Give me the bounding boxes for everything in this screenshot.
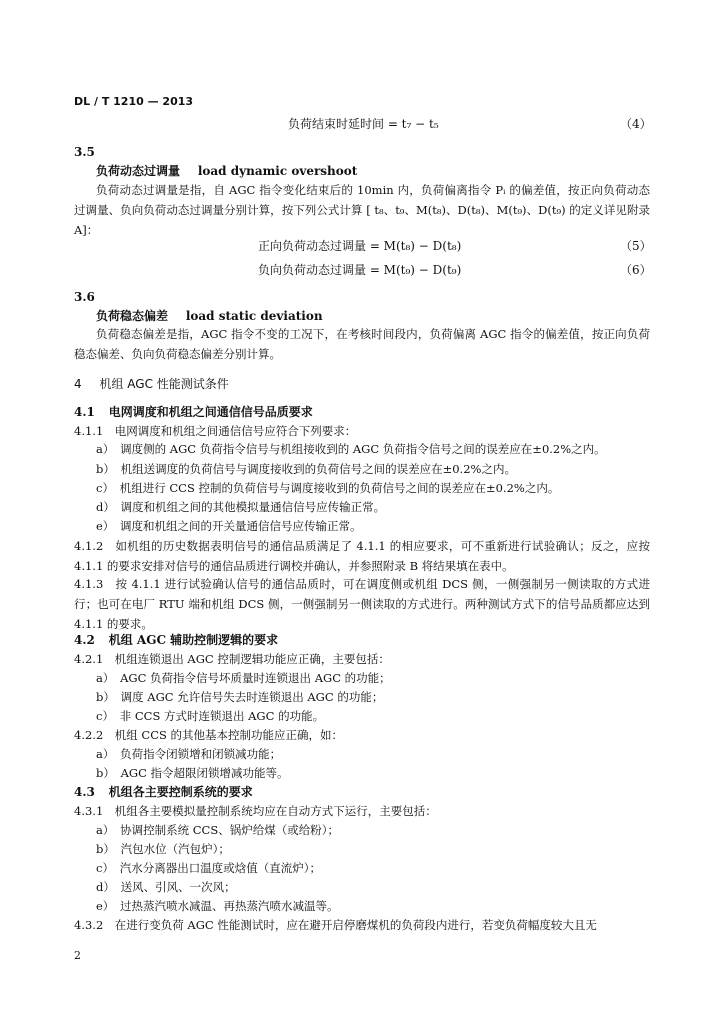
- section-3-5-title: [96, 163, 357, 179]
- list-4-2-1-a: a） AGC 负荷指令信号坏质量时连锁退出 AGC 的功能；: [96, 671, 391, 685]
- equation-6-number: （6）: [620, 263, 652, 277]
- list-4-3-1-d: d） 送风、引风、一次风；: [96, 880, 236, 894]
- page-number: 2: [74, 949, 81, 962]
- chapter-4-title: 机组 AGC 性能测试条件: [99, 377, 229, 391]
- list-4-2-1-b: b） 调度 AGC 允许信号失去时连锁退出 AGC 的功能；: [96, 690, 384, 704]
- equation-5-number: （5）: [620, 239, 652, 253]
- list-4-1-1-b: b） 机组送调度的负荷信号与调度接收到的负荷信号之间的误差应在±0.2%之内。: [96, 462, 516, 476]
- clause-4-2-1: 4.2.1 机组连锁退出 AGC 控制逻辑功能应正确，主要包括：: [74, 652, 390, 666]
- list-4-2-2-b: b） AGC 指令超限闭锁增减功能等。: [96, 766, 289, 780]
- section-3-6-number: 3.6: [74, 290, 95, 304]
- list-4-3-1-e: e） 过热蒸汽喷水减温、再热蒸汽喷水减温等。: [96, 899, 339, 913]
- clause-4-2-2: 4.2.2 机组 CCS 的其他基本控制功能应正确，如：: [74, 728, 344, 742]
- section-4-3-heading: [74, 784, 253, 800]
- clause-4-1-1: 4.1.1 电网调度和机组之间通信信号应符合下列要求：: [74, 424, 357, 438]
- equation-6: 负向负荷动态过调量 = M(t₉) − D(t₉): [258, 263, 462, 277]
- clause-4-1-3: 4.1.3 按 4.1.1 进行试验确认信号的通信品质时，可在调度侧或机组 DCS 侧，一侧强制另一侧读取的方式进行；也可在电厂 RTU 端和机组 DCS 侧，一侧强制另一侧读取的方式进行。两种测试方式下的信号品质都应达到 4.1.1 的要求。: [74, 577, 650, 631]
- section-3-6-body: 负荷稳态偏差是指，AGC 指令不变的工况下，在考核时间段内，负荷偏离 AGC 指令的偏差值，按正向负荷稳态偏差、负向负荷稳态偏差分别计算。: [74, 327, 650, 361]
- section-3-5-title-cn: 负荷动态过调量: [96, 164, 181, 178]
- chapter-4-number: 4: [74, 377, 82, 391]
- list-4-3-1-b: b） 汽包水位（汽包炉）；: [96, 842, 230, 856]
- section-4-1-number: 4.1: [74, 405, 95, 419]
- section-3-6-title-en: load static deviation: [185, 309, 323, 323]
- clause-4-1-2: 4.1.2 如机组的历史数据表明信号的通信品质满足了 4.1.1 的相应要求，可不重新进行试验确认；反之，应按 4.1.1 的要求安排对信号的通信品质进行调校并确认，并参照附录 B 将结果填在表中。: [74, 539, 650, 573]
- chapter-4-heading: [74, 376, 229, 392]
- section-3-5-number: 3.5: [74, 145, 95, 159]
- section-4-2-title: 机组 AGC 辅助控制逻辑的要求: [108, 633, 279, 647]
- section-4-2-heading: [74, 632, 278, 648]
- section-3-5-body: 负荷动态过调量是指，自 AGC 指令变化结束后的 10min 内，负荷偏离指令 Pᵢ 的偏差值，按正向负荷动态过调量、负向负荷动态过调量分别计算，按下列公式计算 [ t₈、t₉、M(t₈)、D(t₈)、M(t₉)、D(t₉) 的定义详见附录 A]：: [74, 183, 650, 237]
- section-3-6-title-cn: 负荷稳态偏差: [96, 309, 169, 323]
- list-4-2-2-a: a） 负荷指令闭锁增和闭锁减功能；: [96, 747, 282, 761]
- section-4-2-number: 4.2: [74, 633, 95, 647]
- section-4-1-heading: [74, 404, 313, 420]
- list-4-3-1-c: c） 汽水分离器出口温度或焓值（直流炉）；: [96, 861, 321, 875]
- doc-header-id: DL / T 1210 — 2013: [74, 95, 194, 108]
- section-3-5-title-en: load dynamic overshoot: [197, 164, 358, 178]
- list-4-3-1-a: a） 协调控制系统 CCS、锅炉给煤（或给粉）；: [96, 823, 339, 837]
- list-4-2-1-c: c） 非 CCS 方式时连锁退出 AGC 的功能。: [96, 709, 325, 723]
- list-4-1-1-c: c） 机组进行 CCS 控制的负荷信号与调度接收到的负荷信号之间的误差应在±0.2%之内。: [96, 481, 560, 495]
- equation-4: 负荷结束时延时间 = t₇ − t₅: [288, 117, 439, 131]
- list-4-1-1-d: d） 调度和机组之间的其他模拟量通信信号应传输正常。: [96, 500, 386, 514]
- list-4-1-1-a: a） 调度侧的 AGC 负荷指令信号与机组接收到的 AGC 负荷指令信号之间的误差应在±0.2%之内。: [96, 442, 606, 456]
- list-4-1-1-e: e） 调度和机组之间的开关量通信信号应传输正常。: [96, 519, 362, 533]
- section-4-1-title: 电网调度和机组之间通信信号品质要求: [108, 405, 313, 419]
- section-4-3-title: 机组各主要控制系统的要求: [108, 785, 253, 799]
- equation-4-number: （4）: [620, 117, 652, 131]
- clause-4-3-2: 4.3.2 在进行变负荷 AGC 性能测试时，应在避开启停磨煤机的负荷段内进行，若变负荷幅度较大且无: [74, 918, 597, 932]
- equation-5: 正向负荷动态过调量 = M(t₈) − D(t₈): [258, 239, 462, 253]
- clause-4-3-1: 4.3.1 机组各主要模拟量控制系统均应在自动方式下运行，主要包括：: [74, 804, 437, 818]
- section-4-3-number: 4.3: [74, 785, 95, 799]
- section-3-6-title: [96, 308, 323, 324]
